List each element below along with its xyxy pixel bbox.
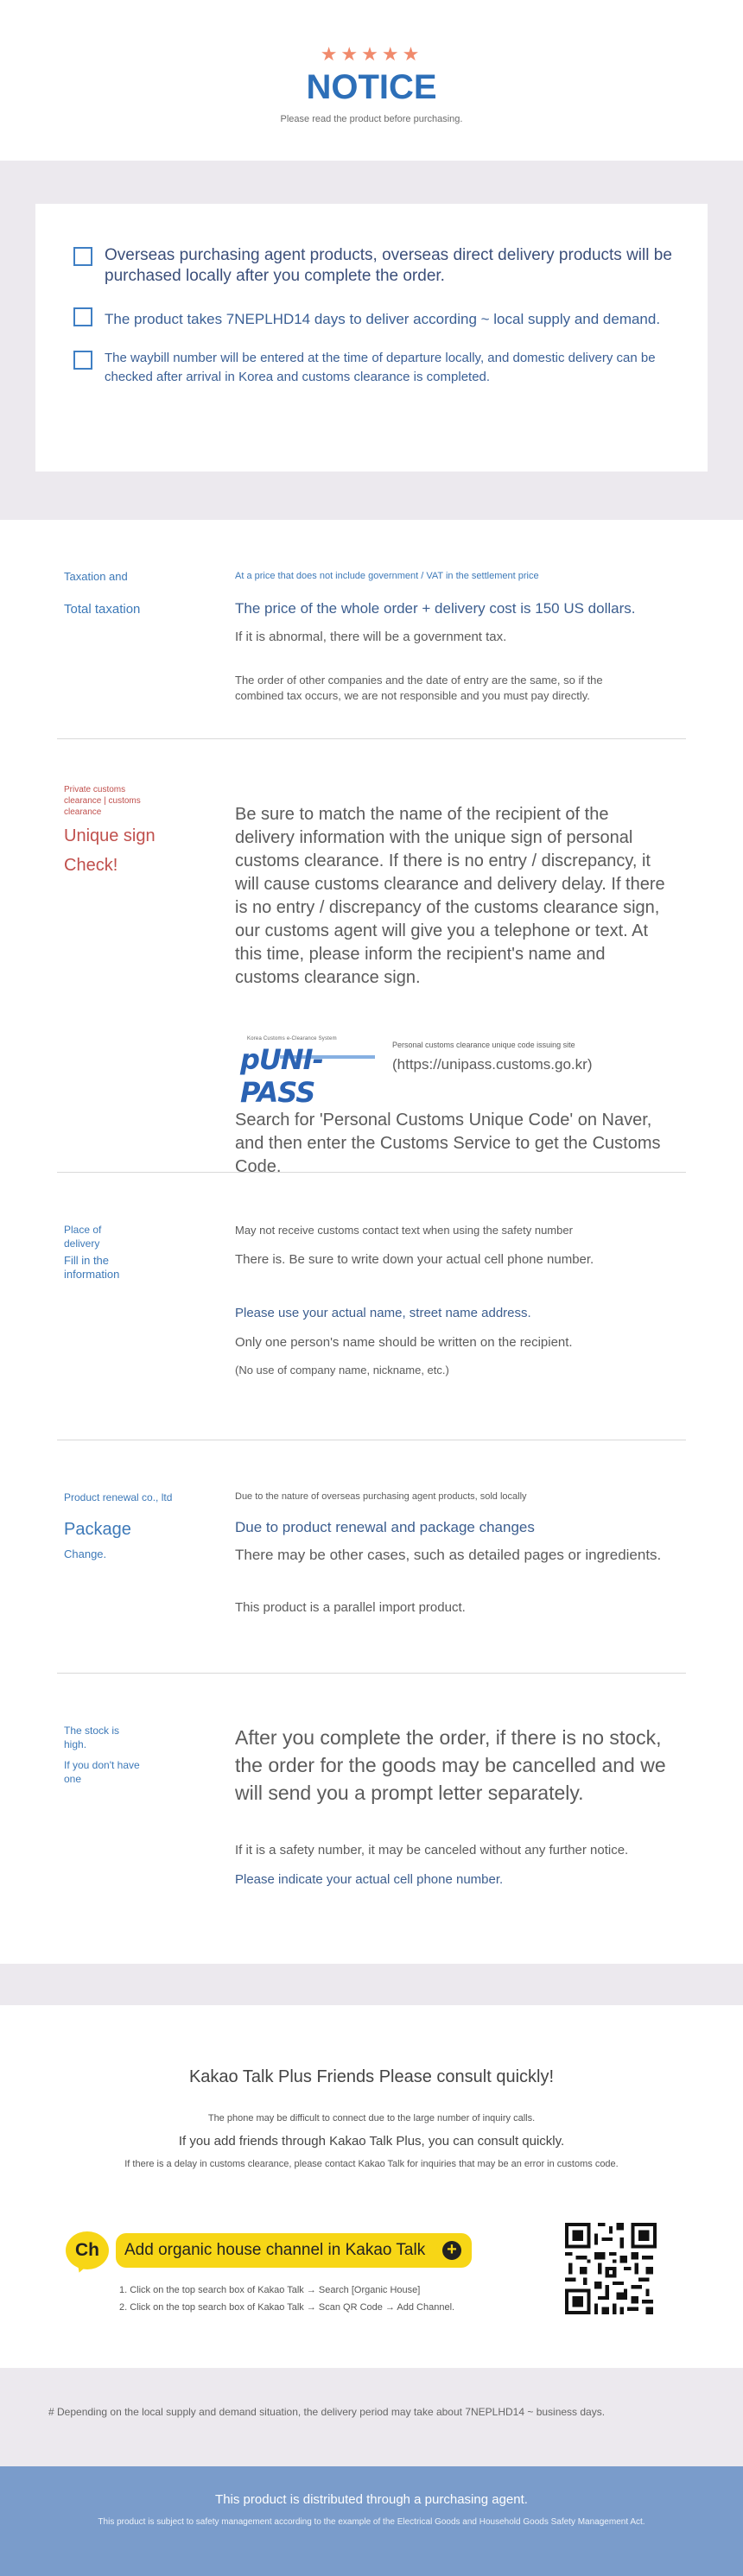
notice-header bbox=[0, 0, 743, 161]
delivery-line-1: May not receive customs contact text when using the safety number bbox=[235, 1224, 573, 1237]
kakao-steps bbox=[119, 2282, 454, 2316]
customs-section bbox=[57, 739, 686, 1176]
info-sections bbox=[0, 520, 743, 1964]
renewal-label: Product renewal co., ltd bbox=[64, 1491, 173, 1503]
checkbox-icon bbox=[73, 351, 92, 370]
add-kakao-channel-label: Add organic house channel in Kakao Talk bbox=[124, 2241, 426, 2259]
stock-line-2: Please indicate your actual cell phone number. bbox=[235, 1872, 504, 1887]
customs-body: Be sure to match the name of the recipient of the delivery information with the unique sign of personal customs clearance. If there is no entry / discrepancy, it will cause customs clearance and delivery delay. If there is no entry / discrepancy of the customs clearance sign, our customs agent will give you a telephone or text. At this time, please inform the recipient's name and customs clearance sign. bbox=[235, 805, 665, 987]
stock-body: After you complete the order, if there is no stock, the order for the goods may be cancelled and we will send you a prompt letter separately. bbox=[235, 1726, 666, 1804]
add-kakao-channel-button[interactable] bbox=[116, 2233, 472, 2268]
unipass-logo-caption: Korea Customs e-Clearance System bbox=[247, 1036, 337, 1041]
checklist-text: Overseas purchasing agent products, overseas direct delivery products will be purchased locally after you complete the order. bbox=[105, 246, 672, 285]
kakao-section bbox=[0, 2005, 743, 2368]
checkbox-icon bbox=[73, 307, 92, 326]
taxation-section bbox=[57, 520, 686, 739]
unique-sign-label: Unique sign bbox=[64, 826, 156, 845]
footer-line-1: This product is distributed through a purchasing agent. bbox=[215, 2492, 528, 2507]
check-label: Check! bbox=[64, 856, 118, 875]
customs-search-instruction: Search for 'Personal Customs Unique Code' on Naver, and then enter the Customs Service to get the Customs Code. bbox=[235, 1111, 661, 1176]
kakao-line-1: The phone may be difficult to connect due to the large number of inquiry calls. bbox=[207, 2113, 536, 2123]
footer bbox=[0, 2466, 743, 2576]
checkbox-icon bbox=[73, 247, 92, 266]
delivery-line-2: There is. Be sure to write down your actual cell phone number. bbox=[235, 1252, 594, 1267]
unipass-site-label: Personal customs clearance unique code issuing site bbox=[392, 1041, 575, 1049]
page-title: NOTICE bbox=[306, 68, 437, 106]
section-divider bbox=[0, 1964, 743, 2005]
page-subtitle: Please read the product before purchasing. bbox=[280, 114, 463, 124]
package-label: Package bbox=[64, 1520, 131, 1539]
stock-line-1: If it is a safety number, it may be canceled without any further notice. bbox=[235, 1843, 629, 1858]
footer-line-2: This product is subject to safety management according to the example of the Electrical Goods and Household Goods Safety Management Act. bbox=[98, 2517, 645, 2527]
kakao-title: Kakao Talk Plus Friends Please consult quickly! bbox=[188, 2067, 555, 2086]
kakao-channel-icon[interactable]: Ch bbox=[66, 2231, 109, 2269]
taxation-disclaimer: The order of other companies and the date of entry are the same, so if the combined tax occurs, we are not responsible and you must pay directly. bbox=[235, 674, 603, 702]
checklist-text: The waybill number will be entered at the time of departure locally, and domestic delivery can be checked after arrival in Korea and customs clearance is completed. bbox=[105, 351, 656, 384]
unipass-site-url[interactable]: (https://unipass.customs.go.kr) bbox=[392, 1056, 593, 1073]
rating-stars-icon: ★★★★★ bbox=[320, 43, 423, 65]
customs-label-small: Private customs clearance | customs clearance bbox=[64, 785, 141, 817]
checklist-item bbox=[73, 245, 673, 287]
stock-section bbox=[57, 1674, 686, 1964]
renewal-line-2: Due to product renewal and package changes bbox=[235, 1519, 535, 1535]
checklist-item bbox=[73, 349, 673, 387]
checklist-item bbox=[73, 306, 673, 330]
renewal-line-3: There may be other cases, such as detailed pages or ingredients. bbox=[235, 1547, 662, 1563]
unipass-logo-word: pUNI-PASS bbox=[240, 1043, 323, 1109]
no-stock-label: If you don't have one bbox=[64, 1759, 140, 1785]
checklist-text: The product takes 7NEPLHD14 days to deliver according ~ local supply and demand. bbox=[105, 311, 661, 327]
renewal-section bbox=[57, 1440, 686, 1674]
stock-label: The stock is high. bbox=[64, 1725, 120, 1750]
delivery-label: Place of delivery bbox=[64, 1224, 102, 1250]
taxation-label: Taxation and bbox=[64, 570, 128, 583]
plus-icon: + bbox=[442, 2241, 461, 2260]
checklist-panel bbox=[35, 204, 708, 472]
taxation-abnormal: If it is abnormal, there will be a government tax. bbox=[235, 630, 507, 644]
checklist-band bbox=[0, 161, 743, 520]
unipass-logo bbox=[235, 1036, 382, 1109]
delivery-line-5: (No use of company name, nickname, etc.) bbox=[235, 1364, 449, 1377]
delivery-section bbox=[57, 1173, 686, 1440]
delivery-line-3: Please use your actual name, street name address. bbox=[235, 1306, 531, 1320]
qr-code-icon[interactable] bbox=[565, 2223, 657, 2314]
change-label: Change. bbox=[64, 1547, 107, 1560]
total-taxation-label: Total taxation bbox=[64, 602, 141, 617]
fill-info-label: Fill in the information bbox=[64, 1254, 120, 1281]
taxation-note: At a price that does not include government / VAT in the settlement price bbox=[235, 571, 539, 581]
kakao-line-2: If you add friends through Kakao Talk Plus, you can consult quickly. bbox=[178, 2134, 565, 2149]
taxation-limit: The price of the whole order + delivery cost is 150 US dollars. bbox=[235, 600, 636, 617]
delivery-line-4: Only one person's name should be written on the recipient. bbox=[235, 1335, 573, 1350]
renewal-line-1: Due to the nature of overseas purchasing agent products, sold locally bbox=[235, 1491, 527, 1502]
kakao-step-2: 2. Click on the top search box of Kakao Talk → Scan QR Code → Add Channel. bbox=[119, 2302, 455, 2313]
kakao-step-1: 1. Click on the top search box of Kakao Talk → Search [Organic House] bbox=[119, 2285, 421, 2295]
kakao-line-3: If there is a delay in customs clearance, please contact Kakao Talk for inquiries that may be an error in customs code. bbox=[124, 2159, 619, 2169]
renewal-line-4: This product is a parallel import product. bbox=[235, 1600, 466, 1615]
delivery-period-note: # Depending on the local supply and demand situation, the delivery period may take about 7NEPLHD14 ~ business days. bbox=[0, 2368, 743, 2466]
unipass-block bbox=[235, 1036, 686, 1109]
